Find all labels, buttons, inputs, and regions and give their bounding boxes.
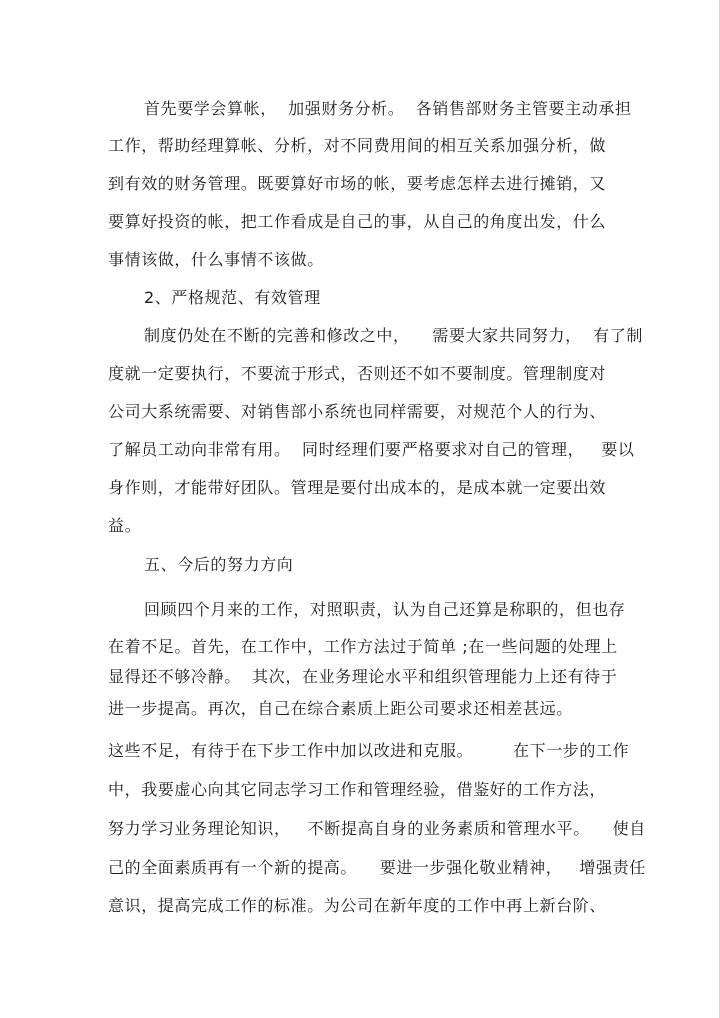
text-line: 显得还不够冷静。 其次，在业务理论水平和组织管理能力上还有待于 <box>108 667 618 686</box>
text-line: 到有效的财务管理。既要算好市场的帐，要考虑怎样去进行摊销，又 <box>108 174 607 193</box>
text-line: 了解员工动向非常有用。 同时经理们要严格要求对自己的管理， 要以 <box>108 440 635 459</box>
text-line: 努力学习业务理论知识， 不断提高自身的业务素质和管理水平。 使自 <box>108 819 646 838</box>
section-heading: 五、今后的努力方向 <box>144 555 294 574</box>
text-line: 度就一定要执行，不要流于形式，否则还不如不要制度。管理制度对 <box>108 364 607 383</box>
text-line: 要算好投资的帐，把工作看成是自己的事，从自己的角度出发，什么 <box>108 212 607 231</box>
text-line: 益。 <box>108 516 142 535</box>
text-line: 制度仍处在不断的完善和修改之中， 需要大家共同努力， 有了制 <box>144 326 643 345</box>
text-line: 进一步提高。再次，自己在综合素质上距公司要求还相差甚远。 <box>108 699 573 718</box>
text-line: 在着不足。首先，在工作中，工作方法过于简单 ;在一些问题的处理上 <box>108 637 618 656</box>
text-line: 意识，提高完成工作的标准。为公司在新年度的工作中再上新台阶、 <box>108 896 607 915</box>
text-line: 公司大系统需要、对销售部小系统也同样需要，对规范个人的行为、 <box>108 402 607 421</box>
text-line: 己的全面素质再有一个新的提高。 要进一步强化敬业精神， 增强责任 <box>108 858 646 877</box>
text-line: 中，我要虚心向其它同志学习工作和管理经验，借鉴好的工作方法， <box>108 780 607 799</box>
text-line: 回顾四个月来的工作，对照职责，认为自己还算是称职的，但也存 <box>144 600 626 619</box>
text-line: 这些不足，有待于在下步工作中加以改进和克服。 在下一步的工作 <box>108 741 630 760</box>
text-line: 身作则，才能带好团队。管理是要付出成本的，是成本就一定要出效 <box>108 478 607 497</box>
text-line: 工作，帮助经理算帐、分析，对不同费用间的相互关系加强分析，做 <box>108 136 607 155</box>
text-line: 事情该做，什么事情不该做。 <box>108 250 324 269</box>
section-heading: 2、严格规范、有效管理 <box>144 288 321 307</box>
text-line: 首先要学会算帐， 加强财务分析。 各销售部财务主管要主动承担 <box>144 99 632 118</box>
